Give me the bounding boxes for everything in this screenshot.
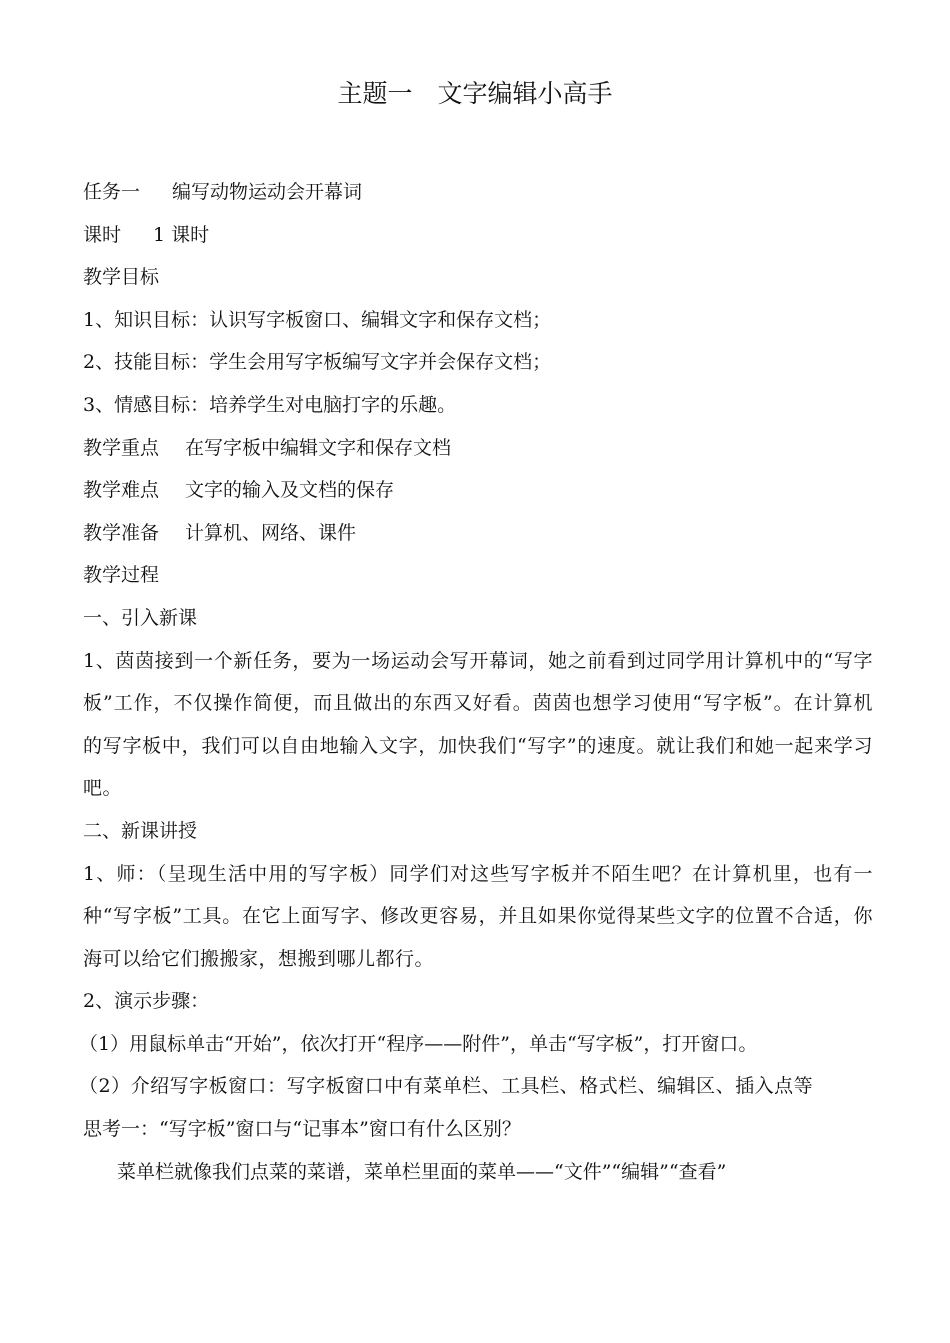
goal-knowledge: 1、知识目标：认识写字板窗口、编辑文字和保存文档； [83, 308, 552, 331]
task-line [83, 171, 873, 214]
key-point-label: 教学重点 [83, 436, 160, 459]
preparation-value: 计算机、网络、课件 [185, 521, 357, 544]
goals-heading: 教学目标 [83, 266, 160, 289]
goal-skill: 2、技能目标：学生会用写字板编写文字并会保存文档； [83, 351, 552, 374]
difficulty-value: 文字的输入及文档的保存 [185, 479, 395, 502]
period-label: 课时 [83, 223, 122, 246]
period-value: 1 课时 [153, 223, 210, 246]
key-point-value: 在写字板中编辑文字和保存文档 [185, 436, 452, 459]
difficulty-label: 教学难点 [83, 479, 160, 502]
section-intro-heading: 一、引入新课 [83, 606, 198, 629]
demo-steps-heading: 2、演示步骤： [83, 990, 210, 1013]
key-point-line [83, 427, 873, 470]
document-title: 主题一 文字编辑小高手 [337, 79, 613, 108]
task-value: 编写动物运动会开幕词 [172, 181, 363, 203]
process-heading: 教学过程 [83, 564, 160, 587]
think-question-1: 思考一：“写字板”窗口与“记事本”窗口有什么区别？ [83, 1118, 521, 1141]
section-intro-paragraph: 1、茵茵接到一个新任务，要为一场运动会写开幕词，她之前看到过同学用计算机中的“写字板”工作，不仅操作简便，而且做出的东西又好看。茵茵也想学习使用“写字板”。在计算机的写字板中，我们可以自由地输入文字，加快我们“写字”的速度。就让我们和她一起来学习吧。 [83, 649, 873, 800]
section-teaching-paragraph: 1、师：（呈现生活中用的写字板）同学们对这些写字板并不陌生吧？在计算机里，也有一种“写字板”工具。在它上面写字、修改更容易，并且如果你觉得某些文字的位置不合适，你海可以给它们搬搬家，想搬到哪儿都行。 [83, 862, 873, 970]
section-teaching-heading: 二、新课讲授 [83, 819, 198, 842]
task-label: 任务一 [83, 181, 141, 203]
demo-step-2: （2）介绍写字板窗口：写字板窗口中有菜单栏、工具栏、格式栏、编辑区、插入点等 [79, 1075, 814, 1098]
preparation-line [83, 512, 873, 555]
menu-bar-paragraph: 菜单栏就像我们点菜的菜谱，菜单栏里面的菜单——“文件”“编辑”“查看” [117, 1160, 727, 1183]
goal-emotion: 3、情感目标：培养学生对电脑打字的乐趣。 [83, 393, 457, 416]
period-line [83, 214, 873, 257]
preparation-label: 教学准备 [83, 521, 160, 544]
difficulty-line [83, 469, 873, 512]
demo-step-1: （1）用鼠标单击“开始”，依次打开“程序——附件”，单击“写字板”，打开窗口。 [79, 1032, 758, 1055]
document-body [79, 171, 873, 1193]
